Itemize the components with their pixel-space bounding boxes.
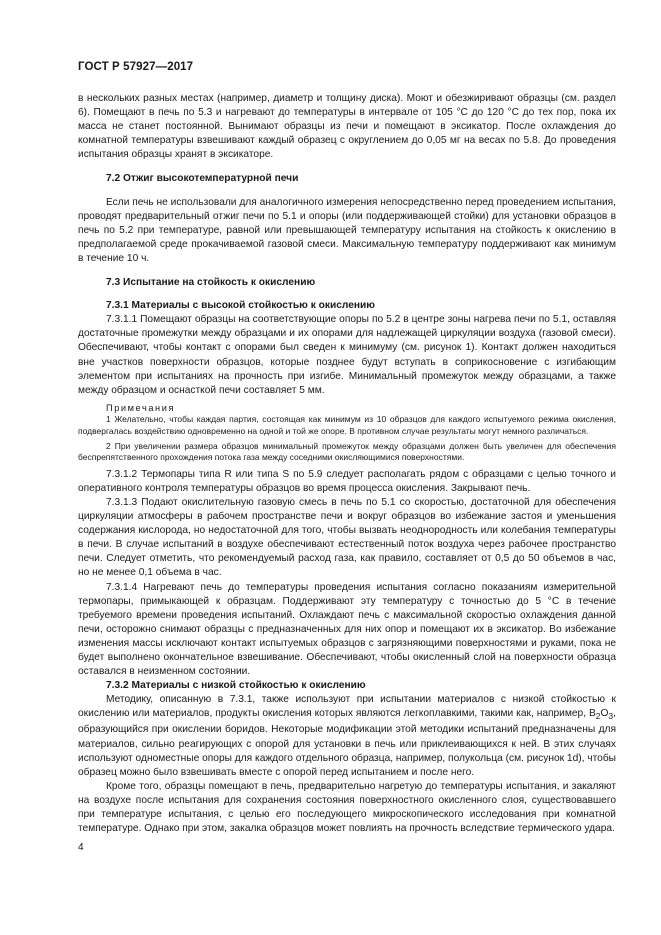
text-run: О [600, 708, 609, 720]
note-2: 2 При увеличении размера образцов минимальный промежуток между образцами должен быть увеличен для обеспечения беспрепятственного прохождения потока газа между соседними окисляющимися поверхностями. [78, 440, 616, 463]
paragraph-7-3-2-1 [78, 693, 616, 780]
section-heading-7-3: 7.3 Испытание на стойкость к окислению [106, 277, 316, 289]
document-header: ГОСТ Р 57927—2017 [78, 61, 194, 73]
page-number: 4 [78, 842, 84, 853]
text-run: , образующийся при окислении боридов. Некоторые модификации этой методики испытаний предназначены для материалов, сильно реагирующих с опорой для установки в печь или приклеивающихся к ней. В этих случаях используют одноместные опоры для каждого отдельного образца, например, полукольца (см. рисунок 1d), чтобы образец можно было взвешивать вместе с опорой перед испытанием и после него. [78, 708, 616, 778]
paragraph-7-3-1-3: 7.3.1.3 Подают окислительную газовую смесь в печь по 5.1 со скоростью, достаточной для обеспечения циркуляции атмосферы в рабочем пространстве печи и вокруг образцов во избежание застоя и уменьшения содержания кислорода, но недостаточной для того, чтобы вызвать неоднородность или колебания температуры в печи. В случае испытаний в воздухе обеспечивают естественный поток воздуха через рабочее пространство печи. Следует отметить, что рекомендуемый расход газа, как правило, составляет от 0,5 до 50 объемов в час, но не менее 0,1 объема в час. [78, 496, 616, 579]
continued-paragraph: в нескольких разных местах (например, диаметр и толщину диска). Моют и обезжиривают образцы (см. раздел 6). Помещают в печь по 5.3 и нагревают до температуры в интервале от 105 °С до 120 °С до тех пор, пока их масса не станет постоянной. Вынимают образцы из печи и помещают в эксикатор. После охлаждения до комнатной температуры взвешивают каждый образец с округлением до 0,05 мг на весах по 5.8. До проведения испытания образцы хранят в эксикаторе. [78, 93, 616, 161]
subscript: 2 [595, 711, 601, 722]
paragraph-7-3-1-1: 7.3.1.1 Помещают образцы на соответствующие опоры по 5.2 в центре зоны нагрева печи по 5.1, оставляя достаточные промежутки между образцами и их опорами для надлежащей циркуляции воздуха (газовой смеси). Обеспечивают, чтобы контакт с опорами был сведен к минимуму (см. рисунок 1). Контакт должен находиться вне участков поверхности образцов, которые позднее будут вступать в соприкосновение с изгибающим элементом при испытаниях на прочность при изгибе. Минимальный промежуток между образцами, а также между образцом и оснасткой печи составляет 5 мм. [78, 314, 616, 396]
paragraph-7-3-1-4: 7.3.1.4 Нагревают печь до температуры проведения испытания согласно показаниям измерительной термопары, примыкающей к образцам. Поддерживают эту температуру с точностью до 5 °С в течение требуемого времени проведения испытаний. Охлаждают печь с максимальной скоростью охлаждения данной печи, осторожно снимают образцы с предназначенных для них опор и помещают их в эксикатор. Во избежание изменения массы исключают контакт испытуемых образцов с загрязняющими поверхностями и руками, пока не будет выполнено окончательное взвешивание. Обеспечивают, чтобы окисленный слой на поверхности образца оставался в неизменном состоянии. [78, 581, 616, 678]
text-run: Методику, описанную в 7.3.1, также используют при испытании материалов с низкой стойкостью к окислению или материалов, продукты окисления которых являются легкоплавкими, такими как, например, В [78, 694, 616, 720]
subsection-heading-7-3-2: 7.3.2 Материалы с низкой стойкостью к окислению [106, 680, 366, 692]
note-1: 1 Желательно, чтобы каждая партия, состоящая как минимум из 10 образцов для каждого испытуемого режима окисления, подвергалась воздействию одновременно на одной и той же опоре. В противном случае результаты могут немного различаться. [78, 414, 616, 436]
section-heading-7-2: 7.2 Отжиг высокотемпературной печи [106, 173, 299, 185]
paragraph-7-3-1-2: 7.3.1.2 Термопары типа R или типа S по 5.9 следует располагать рядом с образцами с целью точного и оперативного контроля температуры образцов во время процесса окисления. Закрывают печь. [78, 468, 616, 494]
document-body [78, 92, 616, 836]
paragraph-7-3-2-2: Кроме того, образцы помещают в печь, предварительно нагретую до температуры испытания, и закаляют на воздухе после испытания для сохранения состояния поверхностного окисленного слоя, существовавшего при температуре испытания, с целью его последующего микроскопического исследования при комнатной температуре. Однако при этом, закалка образцов может повлиять на прочность вследствие термического удара. [78, 780, 616, 835]
paragraph-7-2: Если печь не использовали для аналогичного измерения непосредственно перед проведением испытания, проводят предварительный отжиг печи по 5.1 и опоры (или поддерживающей стойки) для установки образцов в печь по 5.2 при температуре, равной или превышающей температуру испытания на стойкость к окислению в предполагаемой среде прокачиваемой газовой смеси. Максимальную температуру поддерживают как минимум в течение 10 ч. [78, 196, 616, 264]
notes-title: Примечания [106, 402, 176, 413]
subscript: 3 [608, 711, 614, 722]
subsection-heading-7-3-1: 7.3.1 Материалы с высокой стойкостью к окислению [106, 300, 376, 312]
